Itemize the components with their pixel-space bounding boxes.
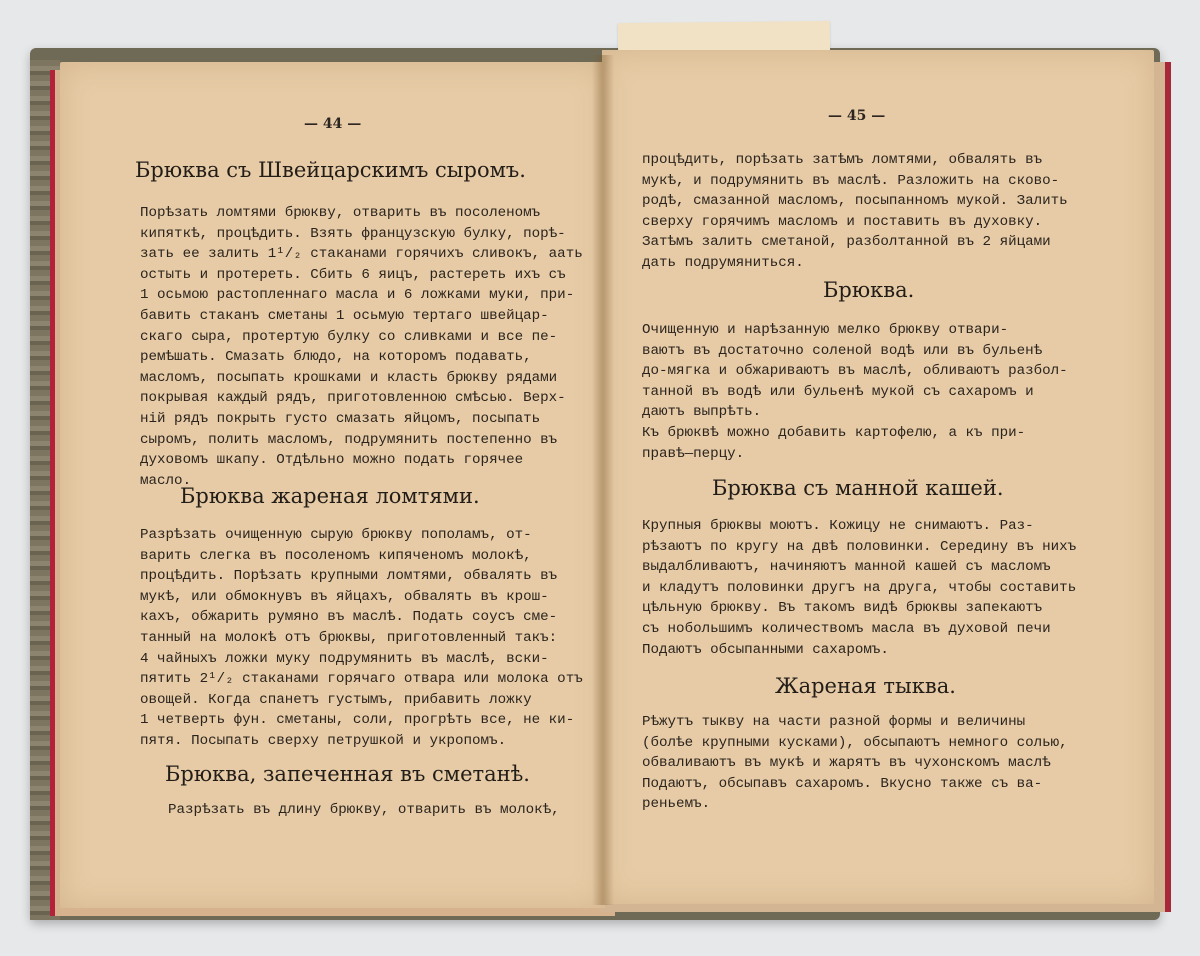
text-line: Рѣжутъ тыкву на части разной формы и величины <box>642 714 1026 730</box>
text-line: бавить стаканъ сметаны 1 осьмую тертаго швейцар- <box>140 307 549 324</box>
text-line: сверху горячимъ масломъ и поставить въ духовку. <box>642 213 1043 230</box>
text-line: реньемъ. <box>642 796 711 813</box>
text-line: покрывая каждый рядъ, приготовленною смѣсью. Верх- <box>140 390 566 407</box>
text-line: 1 осьмою растопленнаго масла и 6 ложками муки, при- <box>140 287 575 304</box>
text-line: пятить 2¹/₂ стаканами горячаго отвара или молока отъ <box>140 671 583 688</box>
recipe-title: Брюква, запеченная въ сметанѣ. <box>165 762 530 786</box>
text-line: рѣзаютъ по кругу на двѣ половинки. Середину въ нихъ <box>642 538 1077 555</box>
recipe-text <box>140 525 583 752</box>
text-line: обваливаютъ въ мукѣ и жарятъ въ чухонскомъ маслѣ <box>642 755 1051 772</box>
text-line: овощей. Когда спанетъ густымъ, прибавить ложку <box>140 691 532 708</box>
text-line: до-мягка и обжариваютъ въ маслѣ, обливаютъ разбол- <box>642 363 1068 380</box>
text-line: ній рядъ покрыть густо смазать яйцомъ, посыпать <box>140 410 541 427</box>
book-gutter <box>592 55 614 905</box>
left-page-number: — 44 — <box>304 116 362 132</box>
text-line: ремѣшать. Смазать блюдо, на которомъ подавать, <box>140 349 532 366</box>
text-line: мукѣ, или обмокнувъ въ яйцахъ, обвалять въ крош- <box>140 588 549 605</box>
text-line: даютъ выпрѣть. <box>642 404 762 421</box>
text-line: Къ брюквѣ можно добавить картофелю, а къ при- <box>642 424 1026 441</box>
text-line: мукѣ, и подрумянить въ маслѣ. Разложить на сково- <box>642 172 1060 189</box>
text-line: Затѣмъ залить сметаной, разболтанной въ 2 яйцами <box>642 234 1051 251</box>
right-page-number: — 45 — <box>828 108 886 124</box>
text-line: Подаютъ обсыпанными сахаромъ. <box>642 641 889 658</box>
text-line: танной въ водѣ или бульенѣ мукой съ сахаромъ и <box>642 383 1034 400</box>
text-line: Очищенную и нарѣзанную мелко брюкву отвари- <box>642 322 1009 338</box>
recipe-text <box>642 150 1074 274</box>
text-line: зать ее залить 1¹/₂ стаканами горячихъ сливокъ, аать <box>140 246 583 263</box>
text-line: скаго сыра, протертую булку со сливками и все пе- <box>140 328 558 345</box>
text-line: варить слегка въ посоленомъ кипяченомъ молокѣ, <box>140 547 532 564</box>
text-line: выдалбливаютъ, начиняютъ манной кашей съ масломъ <box>642 559 1051 576</box>
recipe-title: Брюква съ Швейцарскимъ сыромъ. <box>135 158 526 182</box>
text-line: Крупныя брюквы моютъ. Кожицу не снимаютъ. Раз- <box>642 518 1034 534</box>
recipe-title: Брюква жареная ломтями. <box>180 484 480 508</box>
text-line: Подаютъ, обсыпавъ сахаромъ. Вкусно также съ ва- <box>642 775 1043 792</box>
text-line: кахъ, обжарить румяно въ маслѣ. Подать соусъ сме- <box>140 609 558 626</box>
recipe-text <box>140 203 583 491</box>
text-line: танный на молокѣ отъ брюквы, приготовленный такъ: <box>140 629 558 646</box>
text-line: процѣдить, порѣзать затѣмъ ломтями, обвалять въ <box>642 152 1043 168</box>
text-line: (болѣе крупными кусками), обсыпаютъ немного солью, <box>642 734 1068 751</box>
text-line: кипяткѣ, процѣдить. Взять французскую булку, порѣ- <box>140 225 566 242</box>
text-line: пятя. Посыпать сверху петрушкой и укропомъ. <box>140 732 507 749</box>
text-line: цѣльную брюкву. Въ такомъ видѣ брюквы запекаютъ <box>642 600 1043 617</box>
recipe-title: Жареная тыква. <box>775 674 956 698</box>
text-line: и кладутъ половинки другъ на друга, чтобы составить <box>642 579 1077 596</box>
recipe-text <box>642 320 1074 464</box>
recipe-title: Брюква съ манной кашей. <box>712 476 1004 500</box>
text-line: съ нобольшимъ количествомъ масла въ духовой печи <box>642 620 1051 637</box>
text-line: остыть и протереть. Сбить 6 яицъ, растереть ихъ съ <box>140 266 566 283</box>
recipe-text <box>168 800 560 821</box>
text-line: Порѣзать ломтями брюкву, отварить въ посоленомъ <box>140 205 541 221</box>
text-line: духовомъ шкапу. Отдѣльно можно подать горячее <box>140 452 524 469</box>
text-line: родѣ, смазанной масломъ, посыпанномъ мукой. Залить <box>642 193 1068 210</box>
text-line: ваютъ въ достаточно соленой водѣ или въ бульенѣ <box>642 342 1043 359</box>
text-line: сыромъ, полить масломъ, подрумянить постепенно въ <box>140 431 558 448</box>
recipe-text <box>642 712 1074 815</box>
text-line: дать подрумяниться. <box>642 254 804 271</box>
text-line: масло. <box>140 472 192 489</box>
text-line: правѣ—перцу. <box>642 445 745 462</box>
text-line: масломъ, посыпать крошками и класть брюкву рядами <box>140 369 558 386</box>
text-line: 1 четверть фун. сметаны, соли, прогрѣть все, не ки- <box>140 712 575 729</box>
text-line: Разрѣзать очищенную сырую брюкву пополамъ, от- <box>140 527 532 543</box>
text-line: 4 чайныхъ ложки муку подрумянить въ маслѣ, вски- <box>140 650 549 667</box>
text-line: процѣдить. Порѣзать крупными ломтями, обвалять въ <box>140 568 558 585</box>
recipe-title: Брюква. <box>823 278 915 302</box>
recipe-text <box>642 516 1077 660</box>
text-line: Разрѣзать въ длину брюкву, отварить въ молокѣ, <box>168 802 560 818</box>
